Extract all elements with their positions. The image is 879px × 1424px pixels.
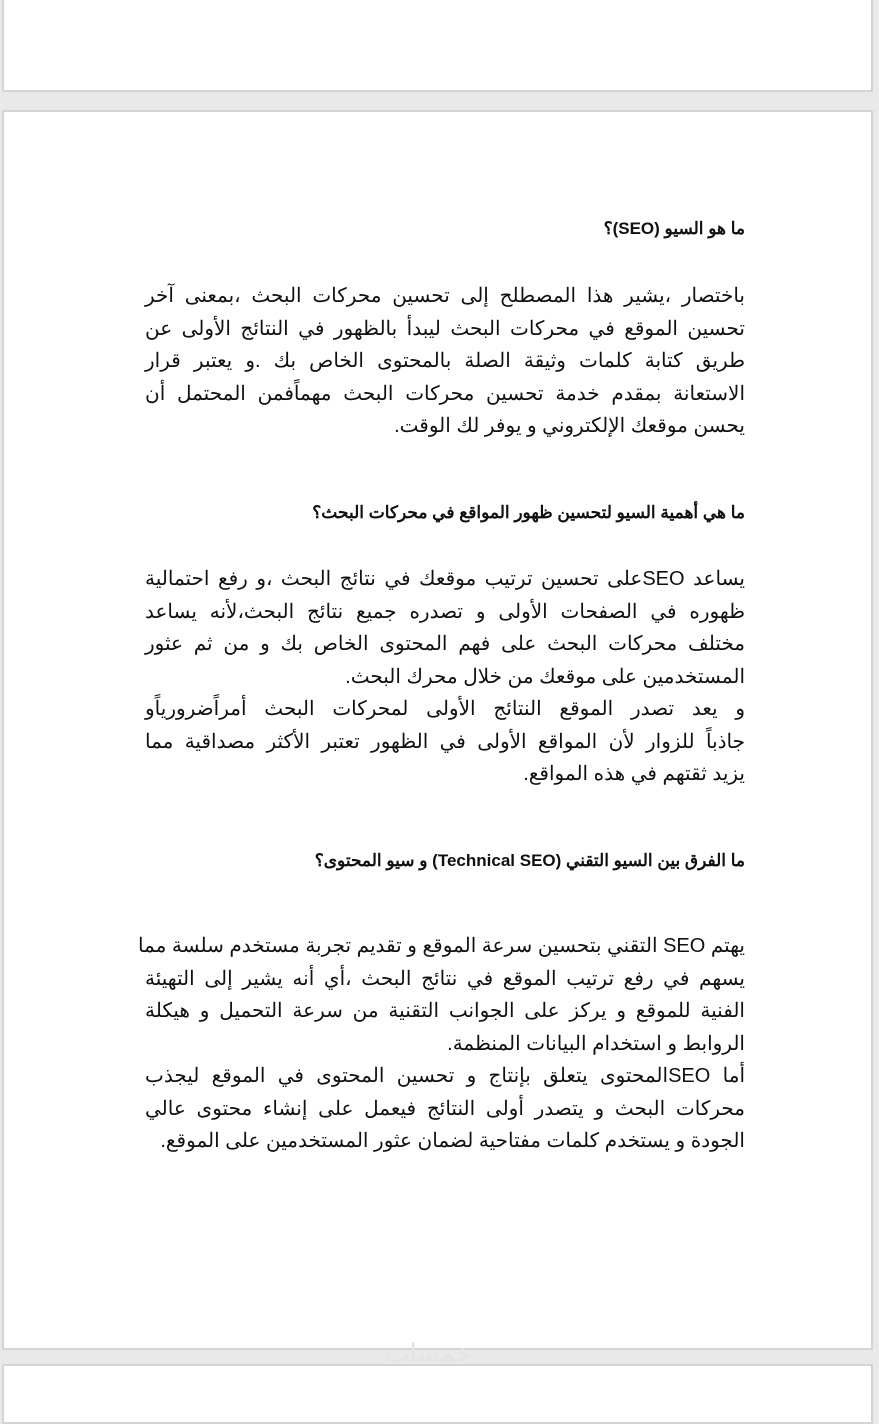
paragraph-line: الروابط و استخدام البيانات المنظمة. — [447, 1032, 745, 1055]
paragraph-line: الاستعانة بمقدم خدمة تحسين محركات البحث مهماًفمن المحتمل أن — [145, 382, 745, 405]
paragraph-line: مختلف محركات البحث على فهم المحتوى الخاص بك و من ثم عثور — [145, 633, 745, 655]
next-page — [2, 1364, 873, 1424]
paragraph-line: ظهوره في الصفحات الأولى و تصدره جميع نتائج البحث،لأنه يساعد — [145, 600, 745, 623]
section-heading: ما هو السيو (SEO)؟ — [603, 219, 745, 238]
paragraph-line: باختصار ،يشير هذا المصطلح إلى تحسين محركات البحث ،بمعنى آخر — [145, 285, 745, 307]
paragraph-line: يهتم SEO التقني بتحسين سرعة الموقع و تقديم تجربة مستخدم سلسة مما — [137, 935, 745, 957]
paragraph-line: محركات البحث و يتصدر أولى النتائج فيعمل على إنشاء محتوى عالي — [145, 1097, 745, 1120]
paragraph-line: الفنية للموقع و يركز على الجوانب التقنية من سرعة التحميل و هيكلة — [145, 1000, 745, 1022]
paragraph-line: جاذباً للزوار لأن المواقع الأولى في الظهور تعتبر الأكثر مصداقية مما — [145, 730, 745, 753]
section-heading: ما هي أهمية السيو لتحسين ظهور المواقع في محركات البحث؟ — [312, 503, 745, 522]
watermark-logo: خمسات — [385, 1338, 472, 1368]
paragraph-line: طريق كتابة كلمات وثيقة الصلة بالمحتوى الخاص بك .و يعتبر قرار — [145, 350, 745, 372]
paragraph-line: يساعد SEOعلى تحسين ترتيب موقعك في نتائج البحث ،و رفع احتمالية — [145, 568, 745, 590]
paragraph-line: يسهم في رفع ترتيب الموقع في نتائج البحث ،أي أنه يشير إلى التهيئة — [145, 967, 745, 990]
previous-page — [2, 0, 873, 92]
paragraph-line: المستخدمين على موقعك من خلال محرك البحث. — [345, 665, 745, 688]
paragraph-line: تحسين الموقع في محركات البحث ليبدأ بالظهور في النتائج الأولى عن — [145, 317, 745, 340]
paragraph-line: الجودة و يستخدم كلمات مفتاحية لضمان عثور المستخدمين على الموقع. — [160, 1130, 745, 1152]
section-heading: ما الفرق بين السيو التقني (Technical SEO) و سيو المحتوى؟ — [314, 851, 745, 870]
paragraph-line: و يعد تصدر الموقع النتائج الأولى لمحركات البحث أمراًضرورياًو — [145, 698, 745, 720]
paragraph-line: أما SEOالمحتوى يتعلق بإنتاج و تحسين المحتوى في الموقع ليجذب — [145, 1065, 746, 1087]
paragraph-line: يزيد ثقتهم في هذه المواقع. — [523, 763, 745, 785]
paragraph-line: يحسن موقعك الإلكتروني و يوفر لك الوقت. — [394, 415, 745, 437]
